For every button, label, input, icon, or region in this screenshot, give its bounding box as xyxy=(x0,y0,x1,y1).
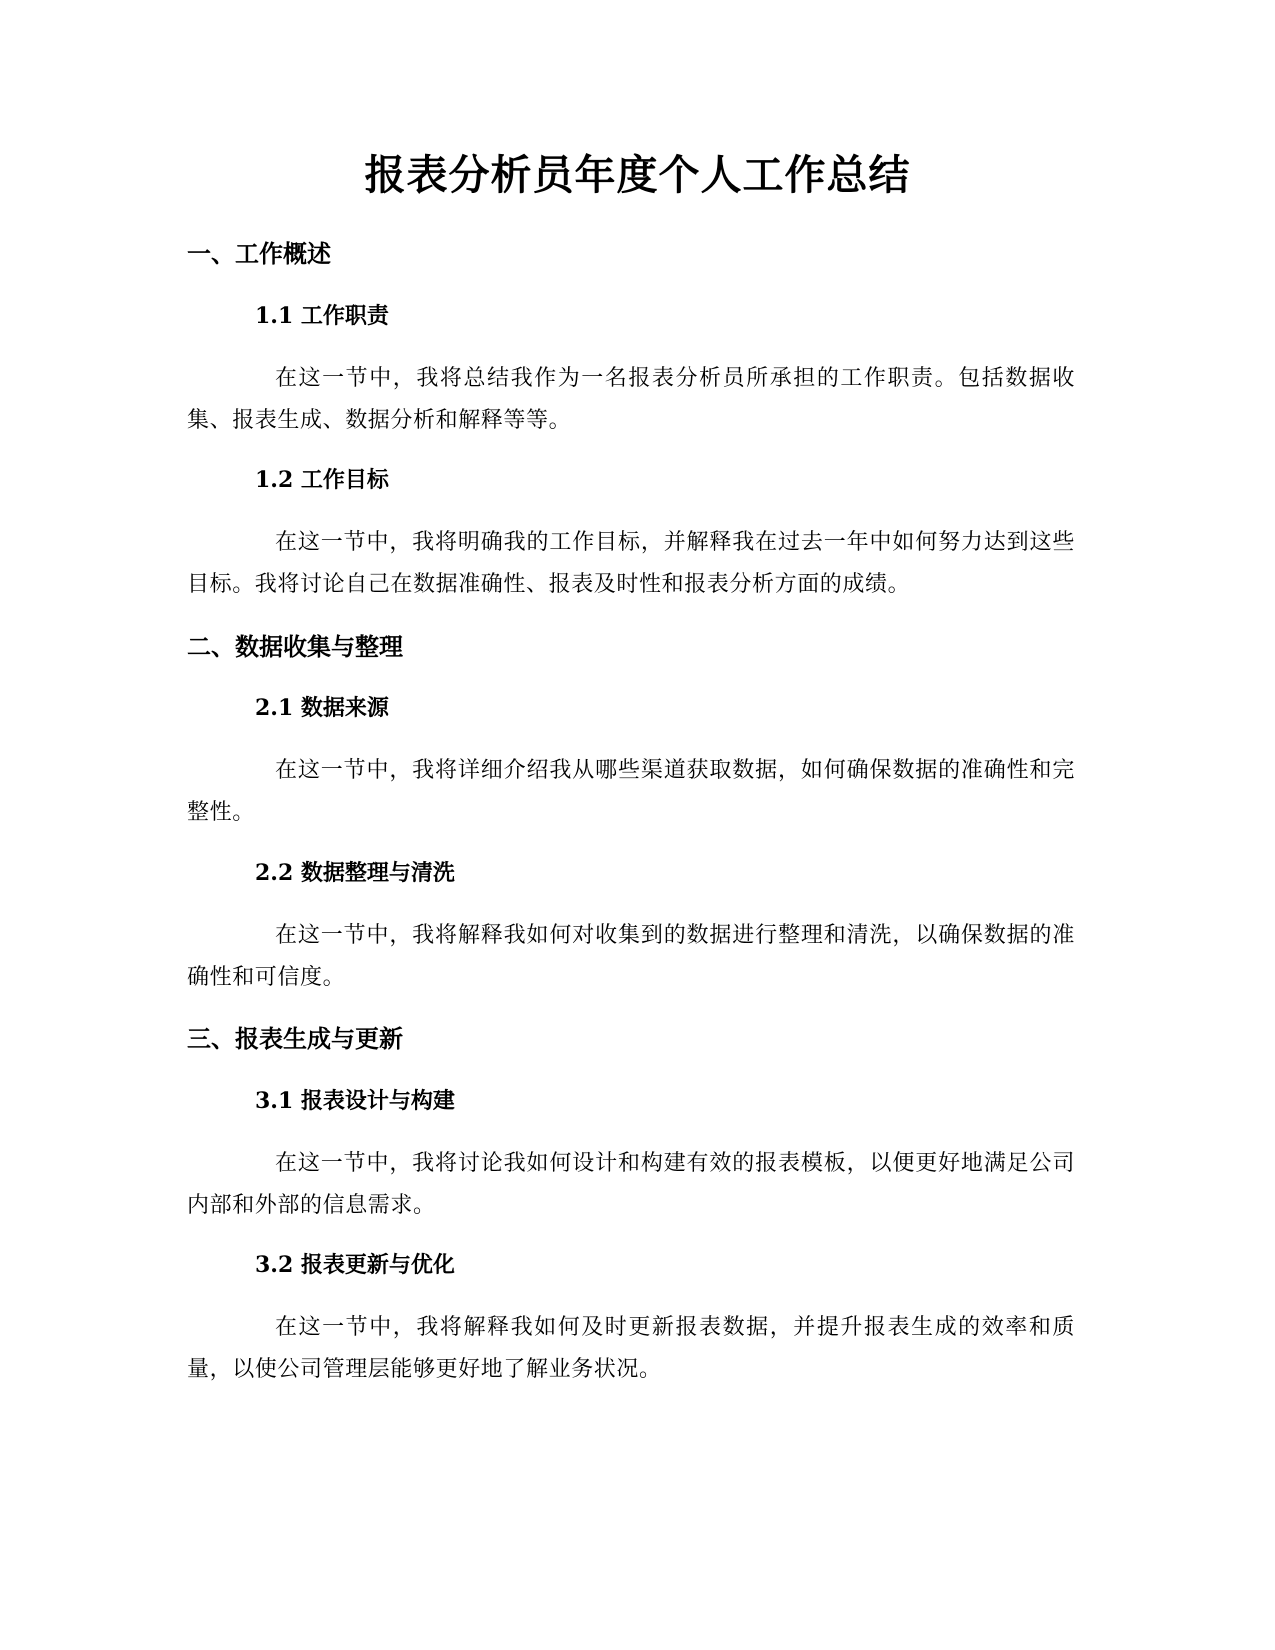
subsection-heading-1-1: 1.1 工作职责 xyxy=(255,303,389,329)
subsection-heading-3-1: 3.1 报表设计与构建 xyxy=(255,1088,455,1114)
subsection-heading-3-2: 3.2 报表更新与优化 xyxy=(255,1252,455,1278)
paragraph-2-2: 在这一节中，我将解释我如何对收集到的数据进行整理和清洗，以确保数据的准确性和可信度。 xyxy=(187,923,1075,990)
section-heading-1: 一、工作概述 xyxy=(187,240,331,268)
paragraph-1-2: 在这一节中，我将明确我的工作目标，并解释我在过去一年中如何努力达到这些目标。我将讨论自己在数据准确性、报表及时性和报表分析方面的成绩。 xyxy=(187,530,1075,597)
subsection-heading-2-2: 2.2 数据整理与清洗 xyxy=(255,860,455,886)
subsection-heading-2-1: 2.1 数据来源 xyxy=(255,695,389,721)
paragraph-3-1: 在这一节中，我将讨论我如何设计和构建有效的报表模板，以便更好地满足公司内部和外部的信息需求。 xyxy=(187,1151,1075,1218)
paragraph-3-2: 在这一节中，我将解释我如何及时更新报表数据，并提升报表生成的效率和质量，以使公司管理层能够更好地了解业务状况。 xyxy=(187,1315,1075,1382)
subsection-heading-1-2: 1.2 工作目标 xyxy=(255,467,389,493)
page-title: 报表分析员年度个人工作总结 xyxy=(364,151,911,199)
paragraph-1-1: 在这一节中，我将总结我作为一名报表分析员所承担的工作职责。包括数据收集、报表生成、数据分析和解释等等。 xyxy=(187,366,1075,433)
section-heading-3: 三、报表生成与更新 xyxy=(187,1025,403,1053)
paragraph-2-1: 在这一节中，我将详细介绍我从哪些渠道获取数据，如何确保数据的准确性和完整性。 xyxy=(187,758,1075,825)
section-heading-2: 二、数据收集与整理 xyxy=(187,633,403,661)
